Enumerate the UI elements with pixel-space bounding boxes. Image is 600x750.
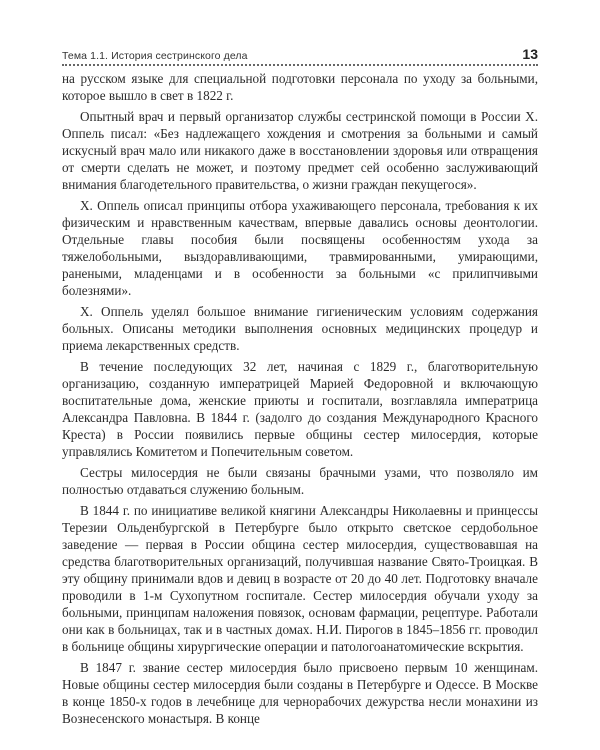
paragraph-5: В течение последующих 32 лет, начиная с 1829 г., благотворительную организацию, созданную императрицей Марией Федоровной и включающую воспитательные дома, женские приюты и госпитали, возглавляла императрица Александра Павловна. В 1844 г. (задолго до создания Международного Красного Креста) в России появились первые общины сестер милосердия, которые управлялись Комитетом и Попечительным советом. [62, 359, 538, 459]
paragraph-2: Опытный врач и первый организатор службы сестринской помощи в России Х. Оппель писал: «Без надлежащего хождения и смотрения за больными и самый искусный врач мало или никакого даже в восстановлении здоровья или отвращения от смерти сделать не может, и поэтому предмет сей особенно заслуживающий внимания благодетельного правительства, о жизни граждан пекущегося». [62, 109, 538, 192]
running-header [62, 42, 538, 62]
body-text [62, 70, 538, 731]
paragraph-6: Сестры милосердия не были связаны брачными узами, что позволяло им полностью отдаваться служению больным. [62, 465, 538, 497]
header-divider [62, 64, 538, 66]
paragraph-3: Х. Оппель описал принципы отбора ухаживающего персонала, требования к их физическим и нравственным качествам, впервые давались основы деонтологии. Отдельные главы пособия были посвящены особенностям ухода за тяжелобольными, выздоравливающими, травмированными, умирающими, ранеными, младенцами и в особенности за больными «с прилипчивыми болезнями». [62, 198, 538, 298]
paragraph-4: Х. Оппель уделял большое внимание гигиеническим условиям содержания больных. Описаны методики выполнения основных медицинских процедур и приема лекарственных средств. [62, 304, 538, 353]
paragraph-7: В 1844 г. по инициативе великой княгини Александры Николаевны и принцессы Терезии Ольденбургской в Петербурге было открыто светское сердобольное заведение — первая в России община сестер милосердия, существовавшая на средства благотворительных организаций, получившая название Свято-Троицкая. В эту общину принимали вдов и девиц в возрасте от 20 до 40 лет. Подготовку вначале проводили в 1-м Сухопутном госпитале. Сестер милосердия обучали уходу за больными, принципам наложения повязок, основам фармации, рецептуре. Работали они как в больницах, так и в частных домах. Н.И. Пирогов в 1845–1856 гг. проводил в больнице общины хирургические операции и патологоанатомические вскрытия. [62, 503, 538, 654]
paragraph-1: на русском языке для специальной подготовки персонала по уходу за больными, которое вышло в свет в 1822 г. [62, 71, 538, 103]
page-number: 13 [522, 46, 538, 62]
paragraph-8: В 1847 г. звание сестер милосердия было присвоено первым 10 женщинам. Новые общины сестер милосердия были созданы в Петербурге и Одессе. В Москве в конце 1850-х годов в лечебнице для чернорабочих дежурства несли монахини из Вознесенского монастыря. В конце [62, 660, 538, 726]
chapter-title: Тема 1.1. История сестринского дела [62, 50, 248, 62]
